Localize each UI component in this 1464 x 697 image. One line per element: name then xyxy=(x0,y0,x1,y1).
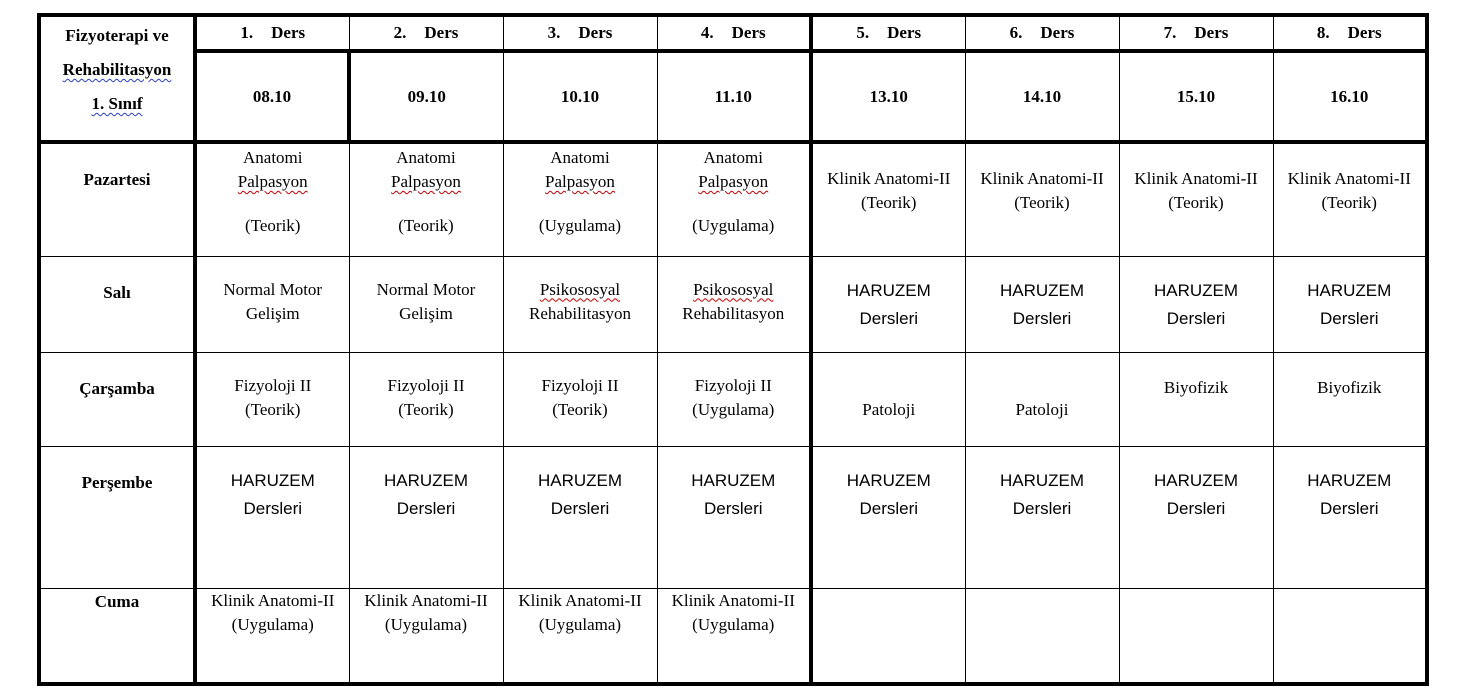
lesson-header-1: 1. Ders xyxy=(195,15,349,51)
date-cell-6: 14.10 xyxy=(965,51,1119,142)
thursday-cell-1: HARUZEM Dersleri xyxy=(195,446,349,588)
friday-cell-6 xyxy=(965,588,1119,684)
tuesday-cell-4: Psikososyal Rehabilitasyon xyxy=(657,256,811,352)
wednesday-cell-7: Biyofizik xyxy=(1119,352,1273,446)
friday-cell-3: Klinik Anatomi-II (Uygulama) xyxy=(503,588,657,684)
schedule-table xyxy=(37,13,1429,686)
lesson-header-4: 4. Ders xyxy=(657,15,811,51)
corner-line-2: Rehabilitasyon xyxy=(62,60,172,79)
thursday-cell-6: HARUZEM Dersleri xyxy=(965,446,1119,588)
day-label-wednesday: Çarşamba xyxy=(39,352,195,446)
day-label-monday: Pazartesi xyxy=(39,142,195,256)
thursday-cell-5: HARUZEM Dersleri xyxy=(811,446,965,588)
friday-cell-8 xyxy=(1273,588,1427,684)
date-cell-4: 11.10 xyxy=(657,51,811,142)
tuesday-cell-7: HARUZEM Dersleri xyxy=(1119,256,1273,352)
monday-cell-7: Klinik Anatomi-II (Teorik) xyxy=(1119,142,1273,256)
wednesday-cell-2: Fizyoloji II (Teorik) xyxy=(349,352,503,446)
monday-cell-3: Anatomi Palpasyon (Uygulama) xyxy=(503,142,657,256)
thursday-cell-2: HARUZEM Dersleri xyxy=(349,446,503,588)
table-corner-title xyxy=(39,15,195,142)
lesson-header-2: 2. Ders xyxy=(349,15,503,51)
monday-cell-2: Anatomi Palpasyon (Teorik) xyxy=(349,142,503,256)
tuesday-cell-1: Normal Motor Gelişim xyxy=(195,256,349,352)
monday-cell-6: Klinik Anatomi-II (Teorik) xyxy=(965,142,1119,256)
lesson-header-7: 7. Ders xyxy=(1119,15,1273,51)
monday-cell-1: Anatomi Palpasyon (Teorik) xyxy=(195,142,349,256)
monday-cell-8: Klinik Anatomi-II (Teorik) xyxy=(1273,142,1427,256)
wednesday-cell-4: Fizyoloji II (Uygulama) xyxy=(657,352,811,446)
friday-cell-7 xyxy=(1119,588,1273,684)
tuesday-cell-5: HARUZEM Dersleri xyxy=(811,256,965,352)
thursday-cell-8: HARUZEM Dersleri xyxy=(1273,446,1427,588)
day-label-thursday: Perşembe xyxy=(39,446,195,588)
corner-line-3: 1. Sınıf xyxy=(91,94,143,113)
day-label-friday: Cuma xyxy=(39,588,195,684)
wednesday-cell-6: Patoloji xyxy=(965,352,1119,446)
wednesday-cell-5: Patoloji xyxy=(811,352,965,446)
wednesday-cell-8: Biyofizik xyxy=(1273,352,1427,446)
thursday-cell-7: HARUZEM Dersleri xyxy=(1119,446,1273,588)
date-cell-2: 09.10 xyxy=(349,51,503,142)
friday-cell-5 xyxy=(811,588,965,684)
lesson-header-5: 5. Ders xyxy=(811,15,965,51)
thursday-cell-4: HARUZEM Dersleri xyxy=(657,446,811,588)
corner-line-1: Fizyoterapi ve xyxy=(65,26,169,45)
date-cell-7: 15.10 xyxy=(1119,51,1273,142)
tuesday-cell-6: HARUZEM Dersleri xyxy=(965,256,1119,352)
monday-cell-5: Klinik Anatomi-II (Teorik) xyxy=(811,142,965,256)
lesson-header-8: 8. Ders xyxy=(1273,15,1427,51)
friday-cell-4: Klinik Anatomi-II (Uygulama) xyxy=(657,588,811,684)
monday-cell-4: Anatomi Palpasyon (Uygulama) xyxy=(657,142,811,256)
tuesday-cell-8: HARUZEM Dersleri xyxy=(1273,256,1427,352)
tuesday-cell-3: Psikososyal Rehabilitasyon xyxy=(503,256,657,352)
wednesday-cell-1: Fizyoloji II (Teorik) xyxy=(195,352,349,446)
date-cell-3: 10.10 xyxy=(503,51,657,142)
wednesday-cell-3: Fizyoloji II (Teorik) xyxy=(503,352,657,446)
friday-cell-1: Klinik Anatomi-II (Uygulama) xyxy=(195,588,349,684)
tuesday-cell-2: Normal Motor Gelişim xyxy=(349,256,503,352)
friday-cell-2: Klinik Anatomi-II (Uygulama) xyxy=(349,588,503,684)
thursday-cell-3: HARUZEM Dersleri xyxy=(503,446,657,588)
lesson-header-3: 3. Ders xyxy=(503,15,657,51)
day-label-tuesday: Salı xyxy=(39,256,195,352)
date-cell-5: 13.10 xyxy=(811,51,965,142)
lesson-header-6: 6. Ders xyxy=(965,15,1119,51)
date-cell-1: 08.10 xyxy=(195,51,349,142)
date-cell-8: 16.10 xyxy=(1273,51,1427,142)
